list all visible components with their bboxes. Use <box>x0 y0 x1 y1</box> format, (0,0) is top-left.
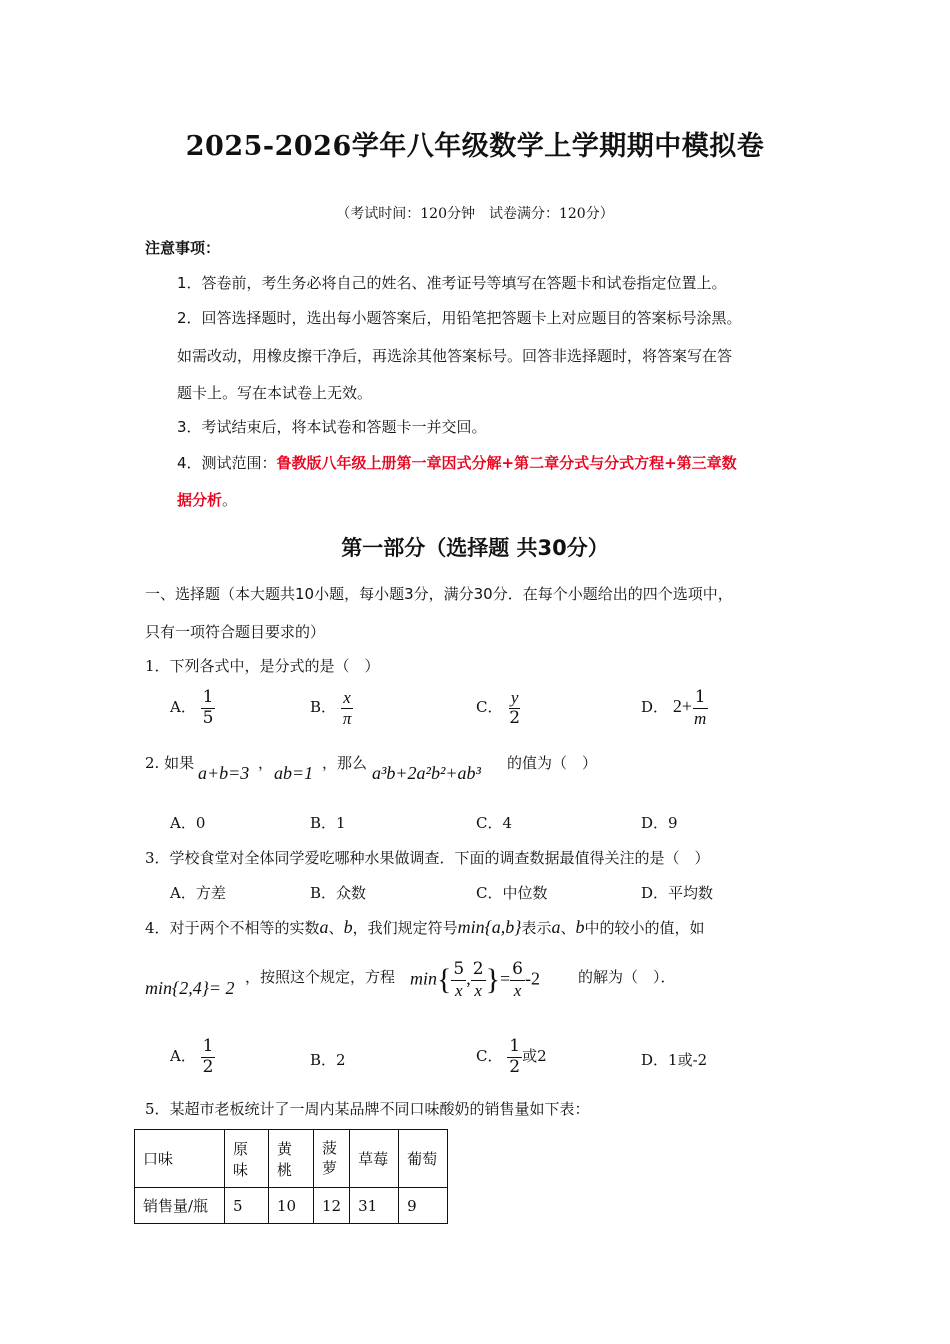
question-4-example: min{2,4}= 2 <box>145 978 235 998</box>
question-2-expression: a³b+2a²b²+ab³ <box>372 763 481 783</box>
notice-item-3: 3．考试结束后，将本试卷和答题卡一并交回。 <box>177 418 487 436</box>
fraction <box>201 688 216 728</box>
question-1-option-a <box>170 688 215 728</box>
denominator: x <box>455 980 463 1000</box>
question-4-option-c <box>476 1037 547 1077</box>
option-label: C． <box>476 698 503 717</box>
table-row <box>135 1130 448 1188</box>
q4-text: 中的较小的值，如 <box>584 919 705 937</box>
notice-item-2-line-1: 2．回答选择题时，选出每小题答案后，用铅笔把答题卡上对应题目的答案标号涂黑。 <box>177 309 742 327</box>
part-one-title: 第一部分（选择题 共30分） <box>341 536 609 560</box>
notice-item-2-line-2: 如需改动，用橡皮擦干净后，再选涂其他答案标号。回答非选择题时，将答案写在答 <box>177 347 733 365</box>
table-row <box>135 1188 448 1224</box>
fraction <box>201 1037 216 1077</box>
question-4-option-a <box>170 1037 215 1077</box>
numerator: x <box>343 688 351 707</box>
exam-info: （考试时间：120分钟 试卷满分：120分） <box>336 206 614 222</box>
option-label: A． <box>170 698 196 717</box>
table-cell: 口味 <box>135 1130 225 1188</box>
question-1-option-d <box>641 688 708 728</box>
test-scope: 鲁教版八年级上册第一章因式分解+第二章分式与分式方程+第三章数 <box>276 454 737 472</box>
option-suffix: 或2 <box>522 1047 547 1066</box>
section-one-line-2: 只有一项符合题目要求的） <box>145 623 326 641</box>
numerator: 6 <box>512 959 523 979</box>
question-1-stem: 1．下列各式中，是分式的是（ ） <box>145 657 380 675</box>
denominator: π <box>342 708 352 728</box>
numerator: 2 <box>472 959 484 979</box>
sales-table <box>134 1129 448 1224</box>
math-term: 2+ <box>672 696 692 717</box>
question-1-option-c <box>476 688 522 728</box>
table-cell: 黄桃 <box>269 1130 314 1188</box>
section-one-line-1: 一、选择题（本大题共10小题，每小题3分，满分30分．在每个小题给出的四个选项中， <box>145 585 733 603</box>
table-cell: 10 <box>269 1188 314 1224</box>
min-word: min <box>410 968 437 989</box>
table-cell: 菠萝 <box>314 1130 350 1188</box>
question-2-option-b: B．1 <box>310 814 346 832</box>
q4-text: 、 <box>328 919 344 937</box>
notice-item-4-line-2 <box>177 489 237 510</box>
notice-item-4-prefix: 4．测试范围： <box>177 454 277 472</box>
question-2-stem-suffix: 的值为（ ） <box>507 754 598 772</box>
table-cell: 葡萄 <box>399 1130 448 1188</box>
minus-two: -2 <box>524 968 540 989</box>
question-4-equation <box>410 960 540 1000</box>
var-a: a <box>319 917 329 937</box>
fraction <box>510 960 525 1000</box>
numerator: 5 <box>453 959 465 979</box>
fraction <box>692 688 708 728</box>
question-1-option-b <box>310 688 353 728</box>
question-4-line-1 <box>145 917 705 938</box>
question-3-option-c: C．中位数 <box>476 884 548 902</box>
numerator: 1 <box>509 1036 521 1056</box>
var-a: a <box>551 917 561 937</box>
denominator: x <box>513 980 522 1000</box>
fraction <box>507 688 522 728</box>
table-cell: 销售量/瓶 <box>135 1188 225 1224</box>
min-symbol: min{a,b} <box>457 917 522 937</box>
table-cell: 9 <box>399 1188 448 1224</box>
comma: , <box>466 968 471 989</box>
fraction <box>341 688 354 728</box>
question-3-stem: 3．学校食堂对全体同学爱吃哪种水果做调查．下面的调查数据最值得关注的是（ ） <box>145 849 710 867</box>
table-cell: 5 <box>225 1188 269 1224</box>
question-2-option-a: A．0 <box>170 814 206 832</box>
fraction <box>507 1037 522 1077</box>
question-5-stem: 5．某超市老板统计了一周内某品牌不同口味酸奶的销售量如下表： <box>145 1100 590 1118</box>
question-2-option-d: D．9 <box>641 814 678 832</box>
denominator: 2 <box>202 1056 214 1077</box>
fraction <box>451 960 466 1000</box>
var-b: b <box>575 917 585 937</box>
option-label: D． <box>641 698 669 717</box>
question-2-condition-2: ab=1 <box>274 763 314 783</box>
table-cell: 31 <box>350 1188 399 1224</box>
question-2-option-c: C．4 <box>476 814 513 832</box>
question-3-option-a: A．方差 <box>170 884 226 902</box>
q4-text: 表示 <box>521 919 552 937</box>
question-2-condition-1: a+b=3 <box>198 763 250 783</box>
notice-item-2-line-3: 题卡上。写在本试卷上无效。 <box>177 384 373 402</box>
option-label: B． <box>310 698 337 717</box>
var-b: b <box>343 917 353 937</box>
option-label: C． <box>476 1047 503 1066</box>
equals: = <box>499 968 511 989</box>
denominator: 5 <box>202 707 214 728</box>
fraction <box>471 960 486 1000</box>
notice-item-4-suffix: 。 <box>222 491 238 509</box>
numerator: 1 <box>694 687 706 707</box>
table-cell: 原味 <box>225 1130 269 1188</box>
denominator: 2 <box>509 1056 521 1077</box>
question-4-line-2: ，按照这个规定，方程 <box>245 968 396 986</box>
q4-text: 4．对于两个不相等的实数 <box>145 919 320 937</box>
numerator: 1 <box>202 687 214 707</box>
notice-heading: 注意事项： <box>145 239 221 257</box>
numerator: y <box>510 688 519 707</box>
question-4-line-2-end: 的解为（ ）． <box>578 968 676 986</box>
q4-text: ，我们规定符号 <box>352 919 458 937</box>
question-3-option-b: B．众数 <box>310 884 367 902</box>
denominator: 2 <box>509 707 521 728</box>
right-brace: } <box>485 963 500 997</box>
notice-item-4-line-1 <box>177 452 737 473</box>
table-cell: 草莓 <box>350 1130 399 1188</box>
question-2-separator: ， <box>258 754 274 772</box>
question-2-mid: ，那么 <box>322 754 368 772</box>
numerator: 1 <box>202 1036 214 1056</box>
question-4-option-d: D．1或-2 <box>641 1051 708 1069</box>
denominator: m <box>693 708 707 728</box>
table-cell: 12 <box>314 1188 350 1224</box>
denominator: x <box>474 980 482 1000</box>
question-3-option-d: D．平均数 <box>641 884 714 902</box>
left-brace: { <box>437 963 452 997</box>
page-title: 2025-2026学年八年级数学上学期期中模拟卷 <box>185 131 765 162</box>
question-2-stem-prefix: 2. 如果 <box>145 754 195 772</box>
test-scope-cont: 据分析 <box>177 491 223 509</box>
q4-text: 、 <box>560 919 576 937</box>
notice-item-1: 1．答卷前，考生务必将自己的姓名、准考证号等填写在答题卡和试卷指定位置上。 <box>177 274 727 292</box>
question-4-option-b: B．2 <box>310 1051 346 1069</box>
option-label: A． <box>170 1047 196 1066</box>
